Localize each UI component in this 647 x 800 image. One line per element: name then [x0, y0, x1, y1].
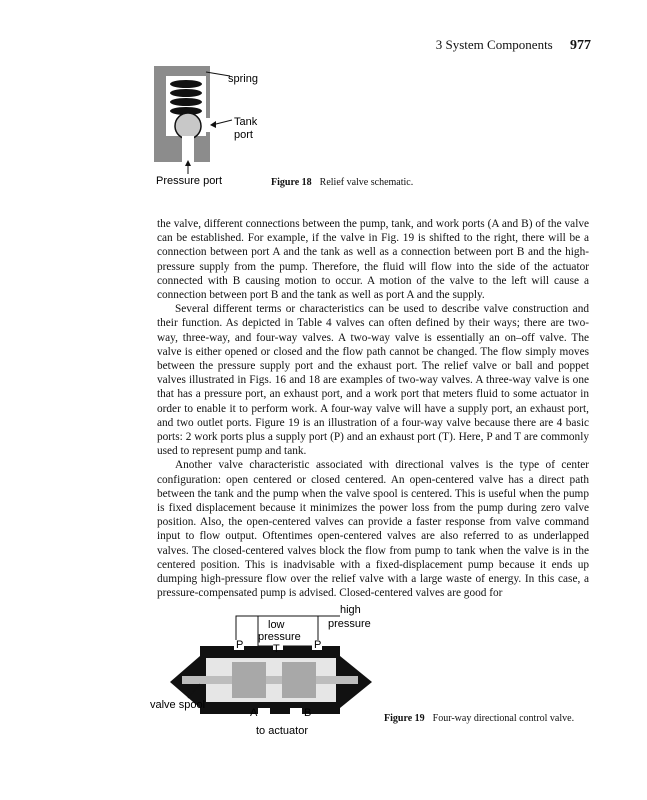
paragraph: Several different terms or characteristics can be used to describe valve construction and their function. As depicted in Table 4 valves can often defined by their ways; there are two-way, three-way, and four-way valves. A two-way valve is essentially an on–off valve. The valve is either opened or closed and the flow path cannot be changed. The flow simply moves between the pressure supply port and the exhaust port. The relief valve or ball and poppet valves illustrated in Figs. 16 and 18 are examples of two-way valves. A three-way valve is one that has a pressure port, an exhaust port, and a work port that meters fluid to some actuator in order to enable it to perform work. A four-way valve will have a supply port, an exhaust port, and two outlet ports. Figure 19 is an illustration of a four-way valve because there are 4 basic ports: 2 work ports plus a supply port (P) and an exhaust port (T). Here, P and T are commonly used to represent pump and tank. [157, 303, 589, 458]
paragraph: the valve, different connections between the pump, tank, and work ports (A and B) of the valve can be established. For example, if the valve in Fig. 19 is shifted to the right, there will be a connection between port A and the tank as well as a connection between port B and the high-pressure supply from the pump. Therefore, the fluid will flow into the side of the actuator connected with B causing motion to occur. A motion of the valve to the left will cause a connection between port B and the tank as well as port A and the supply. [157, 218, 589, 302]
body-text [157, 217, 589, 600]
figure-19-four-way-valve [150, 600, 380, 735]
spring-label: spring [228, 73, 258, 85]
port-t-label: T [273, 643, 280, 655]
port-a [258, 708, 270, 724]
low-label: low [268, 619, 285, 631]
valve-spool-label: valve spool [150, 699, 206, 711]
page-number: 977 [570, 38, 591, 53]
spool-land-left [232, 662, 266, 698]
high-pressure-label: pressure [328, 618, 371, 630]
low-pressure-label: pressure [258, 631, 301, 643]
figure-18-caption-label: Figure 18 [271, 177, 312, 188]
port-p-right-label: P [314, 639, 322, 651]
tank-label: Tank [234, 116, 258, 128]
to-actuator-label: to actuator [256, 725, 308, 735]
port-label: port [234, 129, 253, 141]
figure-18-caption-text: Relief valve schematic. [319, 177, 414, 188]
figure-18-relief-valve [150, 62, 270, 192]
section-title: 3 System Components [435, 37, 553, 52]
running-header [436, 37, 591, 54]
port-a-label: A [250, 707, 258, 719]
figure-19-caption-label: Figure 19 [384, 713, 425, 724]
paragraph: Another valve characteristic associated with directional valves is the type of center configuration: open centered or closed centered. An open-centered valve has a direct path between the tank and the pump when the valve spool is centered. This is useful when the pump is fixed displacement because it minimizes the power loss from the pump during zero valve position. Also, the open-centered valves can provide a faster response from valve command input to flow output. Oftentimes open-centered valves are also referred to as underlapped valves. The closed-centered valves block the flow from pump to tank when the valve is in the centered position. This is inadvisable with a fixed-displacement pump because it ends up dumping high-pressure flow over the relief valve with a large waste of energy. In this case, a pressure-compensated pump is advised. Closed-centered valves are good for [157, 459, 589, 600]
figure-18-caption [271, 177, 413, 188]
port-p-left-label: P [236, 639, 244, 651]
figure-19-caption [384, 713, 574, 724]
pressure-port-opening [182, 136, 194, 162]
spool-rod [182, 676, 358, 684]
figure-19-caption-text: Four-way directional control valve. [432, 713, 575, 724]
high-label: high [340, 604, 361, 616]
spool-land-right [282, 662, 316, 698]
port-b-label: B [304, 707, 312, 719]
port-b [290, 708, 302, 724]
ball [175, 113, 201, 139]
pressure-port-label: Pressure port [156, 175, 223, 187]
